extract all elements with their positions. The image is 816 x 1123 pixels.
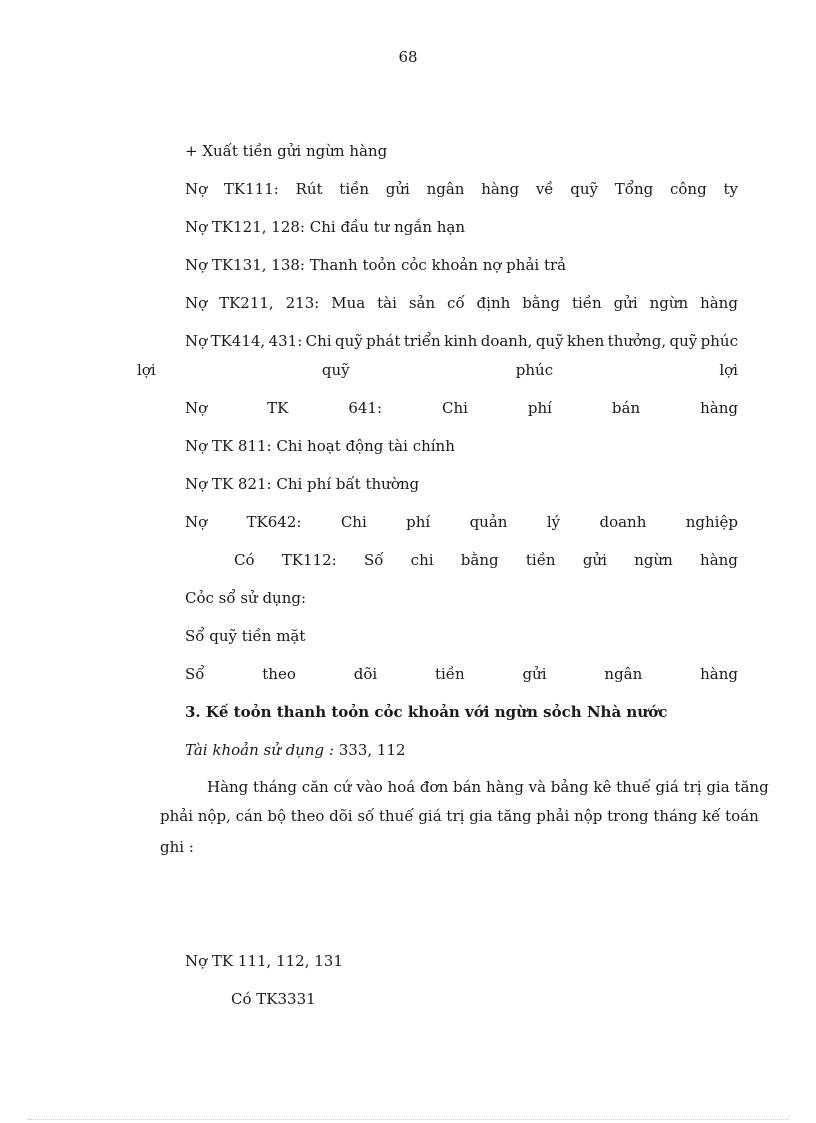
text-line-8: [185, 398, 738, 418]
word: 213:: [285, 294, 320, 312]
accounts-value: 333, 112: [333, 741, 406, 759]
text-line-15: [185, 664, 738, 684]
word: gửi: [385, 180, 410, 198]
word: quản: [469, 513, 508, 531]
word: Nợ: [185, 180, 208, 198]
text-line-12: [234, 550, 738, 570]
text-line-7: [137, 360, 738, 380]
word: hàng: [700, 294, 738, 312]
word: phí: [527, 399, 552, 417]
word: về: [535, 180, 554, 198]
word: hàng: [700, 399, 738, 417]
word: quỹ: [321, 361, 350, 379]
word: TK414,: [210, 332, 266, 350]
paragraph-line-3: ghi :: [160, 838, 194, 856]
word: phúc: [700, 332, 738, 350]
word: hàng: [481, 180, 520, 198]
word: hàng: [700, 665, 738, 683]
word: ngân: [604, 665, 643, 683]
entry-credit: Có TK3331: [231, 990, 316, 1008]
word: bán: [611, 399, 641, 417]
text-line-2: [185, 179, 738, 199]
word: lý: [546, 513, 561, 531]
text-line-6: [185, 331, 738, 351]
accounts-label: Tài khoản sử dụng :: [185, 741, 334, 759]
text-line-1: + Xuất tiền gửi ngừn hàng: [185, 142, 388, 160]
word: doanh,: [480, 332, 533, 350]
text-line-14: Sổ quỹ tiền mặt: [185, 627, 306, 645]
text-line-3: Nợ TK121, 128: Chi đầu tư ngắn hạn: [185, 218, 466, 236]
word: sản: [408, 294, 436, 312]
word: gửi: [582, 551, 607, 569]
word: gửi: [613, 294, 638, 312]
word: lợi: [137, 361, 156, 379]
word: Tổng: [614, 180, 654, 198]
word: triển: [403, 332, 441, 350]
word: tiền: [434, 665, 465, 683]
word: Chi: [441, 399, 468, 417]
word: Rút: [295, 180, 323, 198]
word: hàng: [700, 551, 738, 569]
word: tiền: [339, 180, 370, 198]
word: Nợ: [185, 332, 208, 350]
word: khen: [566, 332, 605, 350]
word: phí: [406, 513, 431, 531]
paragraph-line-1: Hàng tháng căn cứ vào hoá đơn bán hàng và bảng kê thuế giá trị gia tăng: [207, 778, 769, 796]
entry-debit: Nợ TK 111, 112, 131: [185, 952, 343, 970]
word: ngừn: [649, 294, 689, 312]
word: phát: [366, 332, 401, 350]
word: quỹ: [570, 180, 599, 198]
page-number: 68: [398, 48, 418, 66]
word: TK112:: [281, 551, 337, 569]
word: 641:: [348, 399, 382, 417]
word: cố: [447, 294, 465, 312]
word: quỹ: [669, 332, 698, 350]
word: Mua: [331, 294, 366, 312]
word: định: [476, 294, 511, 312]
word: Chi: [340, 513, 367, 531]
word: tiền: [525, 551, 556, 569]
accounts-line: [185, 740, 406, 760]
word: Nợ: [185, 513, 208, 531]
word: Sổ: [185, 665, 205, 683]
section-heading: 3. Kế toỏn thanh toỏn cỏc khoản với ngừn sỏch Nhà nước: [185, 703, 668, 721]
page-footer-divider: [28, 1119, 788, 1120]
word: ngân: [426, 180, 465, 198]
word: thưởng,: [607, 332, 667, 350]
word: gửi: [522, 665, 547, 683]
word: tiền: [571, 294, 602, 312]
word: 431:: [268, 332, 303, 350]
word: bằng: [460, 551, 499, 569]
word: TK642:: [246, 513, 302, 531]
word: theo: [262, 665, 296, 683]
word: nghiệp: [685, 513, 738, 531]
word: công: [669, 180, 707, 198]
word: Nợ: [185, 399, 208, 417]
word: ty: [723, 180, 738, 198]
word: Nợ: [185, 294, 208, 312]
word: bằng: [522, 294, 561, 312]
word: phúc: [515, 361, 554, 379]
word: TK: [267, 399, 289, 417]
text-line-11: [185, 512, 738, 532]
word: Chi: [305, 332, 332, 350]
text-line-13: Cỏc sổ sử dụng:: [185, 589, 307, 607]
word: lợi: [719, 361, 738, 379]
text-line-9: Nợ TK 811: Chi hoạt động tài chính: [185, 437, 455, 455]
word: doanh: [599, 513, 647, 531]
text-line-10: Nợ TK 821: Chi phí bất thường: [185, 475, 420, 493]
word: TK111:: [223, 180, 279, 198]
word: Có: [234, 551, 255, 569]
word: quỹ: [535, 332, 564, 350]
word: quỹ: [335, 332, 363, 350]
word: chi: [410, 551, 434, 569]
word: dõi: [353, 665, 378, 683]
word: tài: [377, 294, 397, 312]
text-line-5: [185, 293, 738, 313]
text-line-4: Nợ TK131, 138: Thanh toỏn cỏc khoản nợ phải trả: [185, 256, 567, 274]
word: TK211,: [219, 294, 274, 312]
paragraph-line-2: phải nộp, cán bộ theo dõi số thuế giá trị gia tăng phải nộp trong tháng kế toán: [160, 807, 759, 825]
word: kinh: [444, 332, 478, 350]
word: ngừn: [634, 551, 673, 569]
word: Số: [363, 551, 384, 569]
